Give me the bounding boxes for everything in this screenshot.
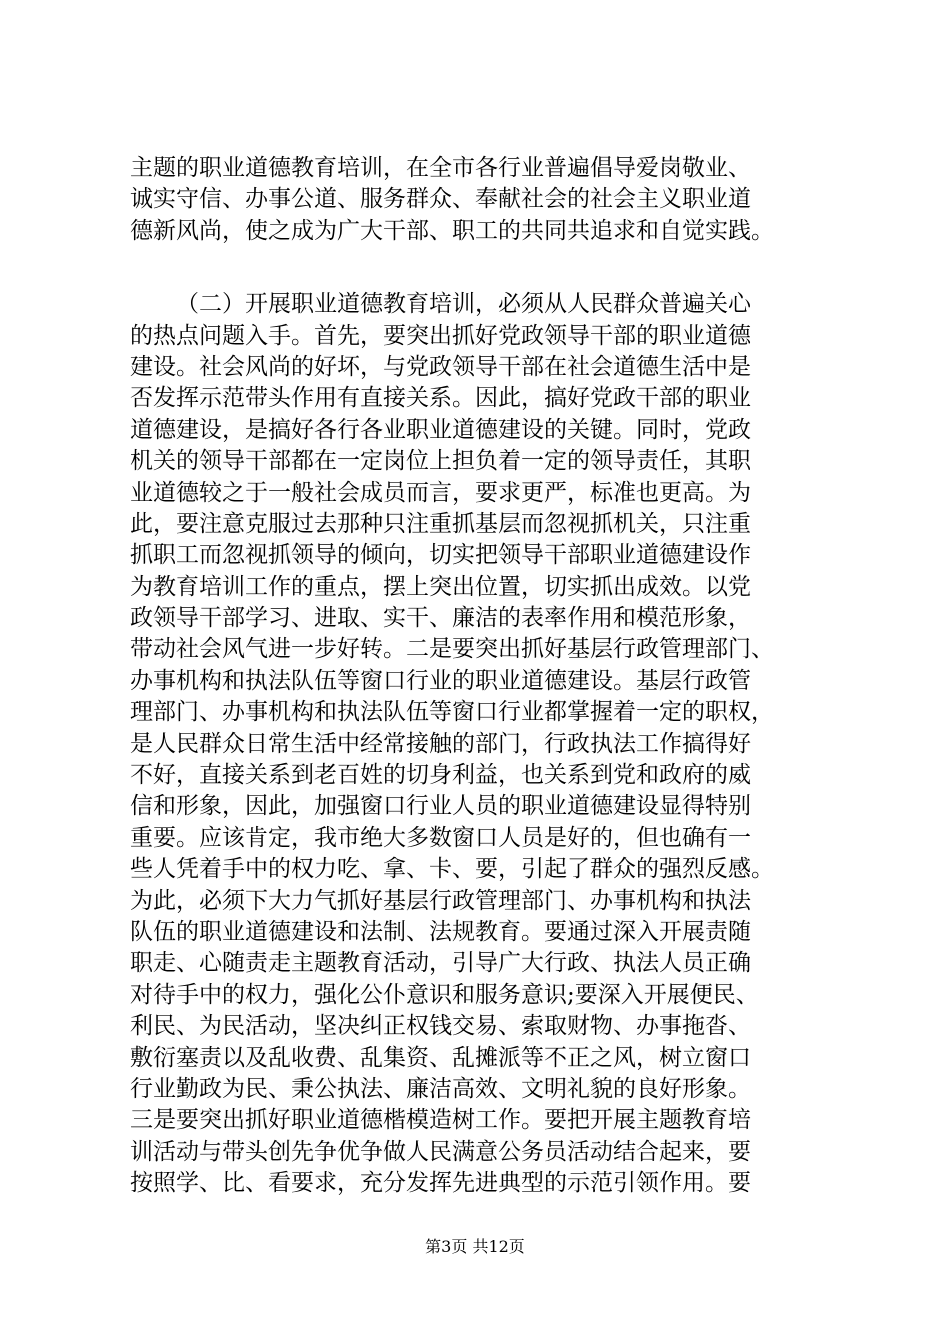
text-line: 建设。社会风尚的好坏，与党政领导干部在社会道德生活中是: [130, 353, 751, 380]
text-line: 带动社会风气进一步好转。二是要突出抓好基层行政管理部门、: [130, 636, 774, 663]
text-line: 行业勤政为民、秉公执法、廉洁高效、文明礼貌的良好形象。: [130, 1075, 751, 1102]
text-line: 道德建设，是搞好各行各业职业道德建设的关键。同时，党政: [130, 416, 751, 443]
text-line: 利民、为民活动，坚决纠正权钱交易、索取财物、办事拖沓、: [130, 1013, 751, 1040]
text-line: 政领导干部学习、进取、实干、廉洁的表率作用和模范形象，: [130, 605, 751, 632]
text-line: 为教育培训工作的重点，摆上突出位置，切实抓出成效。以党: [130, 573, 751, 600]
paragraph-gap: [130, 247, 830, 289]
text-line: 主题的职业道德教育培训，在全市各行业普遍倡导爱岗敬业、: [130, 155, 751, 181]
text-line: 为此，必须下大力气抓好基层行政管理部门、办事机构和执法: [130, 887, 751, 914]
text-line: 重要。应该肯定，我市绝大多数窗口人员是好的，但也确有一: [130, 824, 751, 851]
text-line: 抓职工而忽视抓领导的倾向，切实把领导干部职业道德建设作: [130, 542, 751, 569]
text-line: 信和形象，因此，加强窗口行业人员的职业道德建设显得特别: [130, 793, 751, 820]
text-line: 队伍的职业道德建设和法制、法规教育。要通过深入开展责随: [130, 918, 751, 945]
text-line: 些人凭着手中的权力吃、拿、卡、要，引起了群众的强烈反感。: [130, 856, 774, 883]
text-line: 职走、心随责走主题教育活动，引导广大行政、执法人员正确: [130, 950, 751, 977]
text-line: 此，要注意克服过去那种只注重抓基层而忽视抓机关，只注重: [130, 510, 751, 537]
page-number: 第3页 共12页: [425, 1237, 525, 1256]
text-line: 诚实守信、办事公道、服务群众、奉献社会的社会主义职业道: [130, 186, 751, 213]
paragraph-2: [130, 289, 830, 1199]
document-body: [130, 153, 830, 1200]
text-line: 否发挥示范带头作用有直接关系。因此，搞好党政干部的职业: [130, 385, 751, 412]
text-line: 的热点问题入手。首先，要突出抓好党政领导干部的职业道德: [130, 322, 751, 349]
text-line: 是人民群众日常生活中经常接触的部门，行政执法工作搞得好: [130, 730, 751, 757]
page-footer: [0, 1236, 950, 1258]
paragraph-1: [130, 153, 830, 247]
text-line: 三是要突出抓好职业道德楷模造树工作。要把开展主题教育培: [130, 1107, 751, 1134]
text-line: 德新风尚，使之成为广大干部、职工的共同共追求和自觉实践。: [130, 217, 774, 244]
text-line: 机关的领导干部都在一定岗位上担负着一定的领导责任，其职: [130, 448, 751, 475]
text-line: 不好，直接关系到老百姓的切身利益，也关系到党和政府的威: [130, 762, 751, 789]
text-line: 办事机构和执法队伍等窗口行业的职业道德建设。基层行政管: [130, 667, 751, 694]
text-line: （二）开展职业道德教育培训，必须从人民群众普遍关心: [176, 291, 751, 318]
text-line: 理部门、办事机构和执法队伍等窗口行业都掌握着一定的职权，: [130, 699, 774, 726]
text-line: 对待手中的权力，强化公仆意识和服务意识;要深入开展便民、: [130, 981, 759, 1008]
text-line: 按照学、比、看要求，充分发挥先进典型的示范引领作用。要: [130, 1170, 751, 1197]
text-line: 训活动与带头创先争优争做人民满意公务员活动结合起来，要: [130, 1138, 751, 1165]
text-line: 敷衍塞责以及乱收费、乱集资、乱摊派等不正之风，树立窗口: [130, 1044, 751, 1071]
text-line: 业道德较之于一般社会成员而言，要求更严，标准也更高。为: [130, 479, 751, 506]
